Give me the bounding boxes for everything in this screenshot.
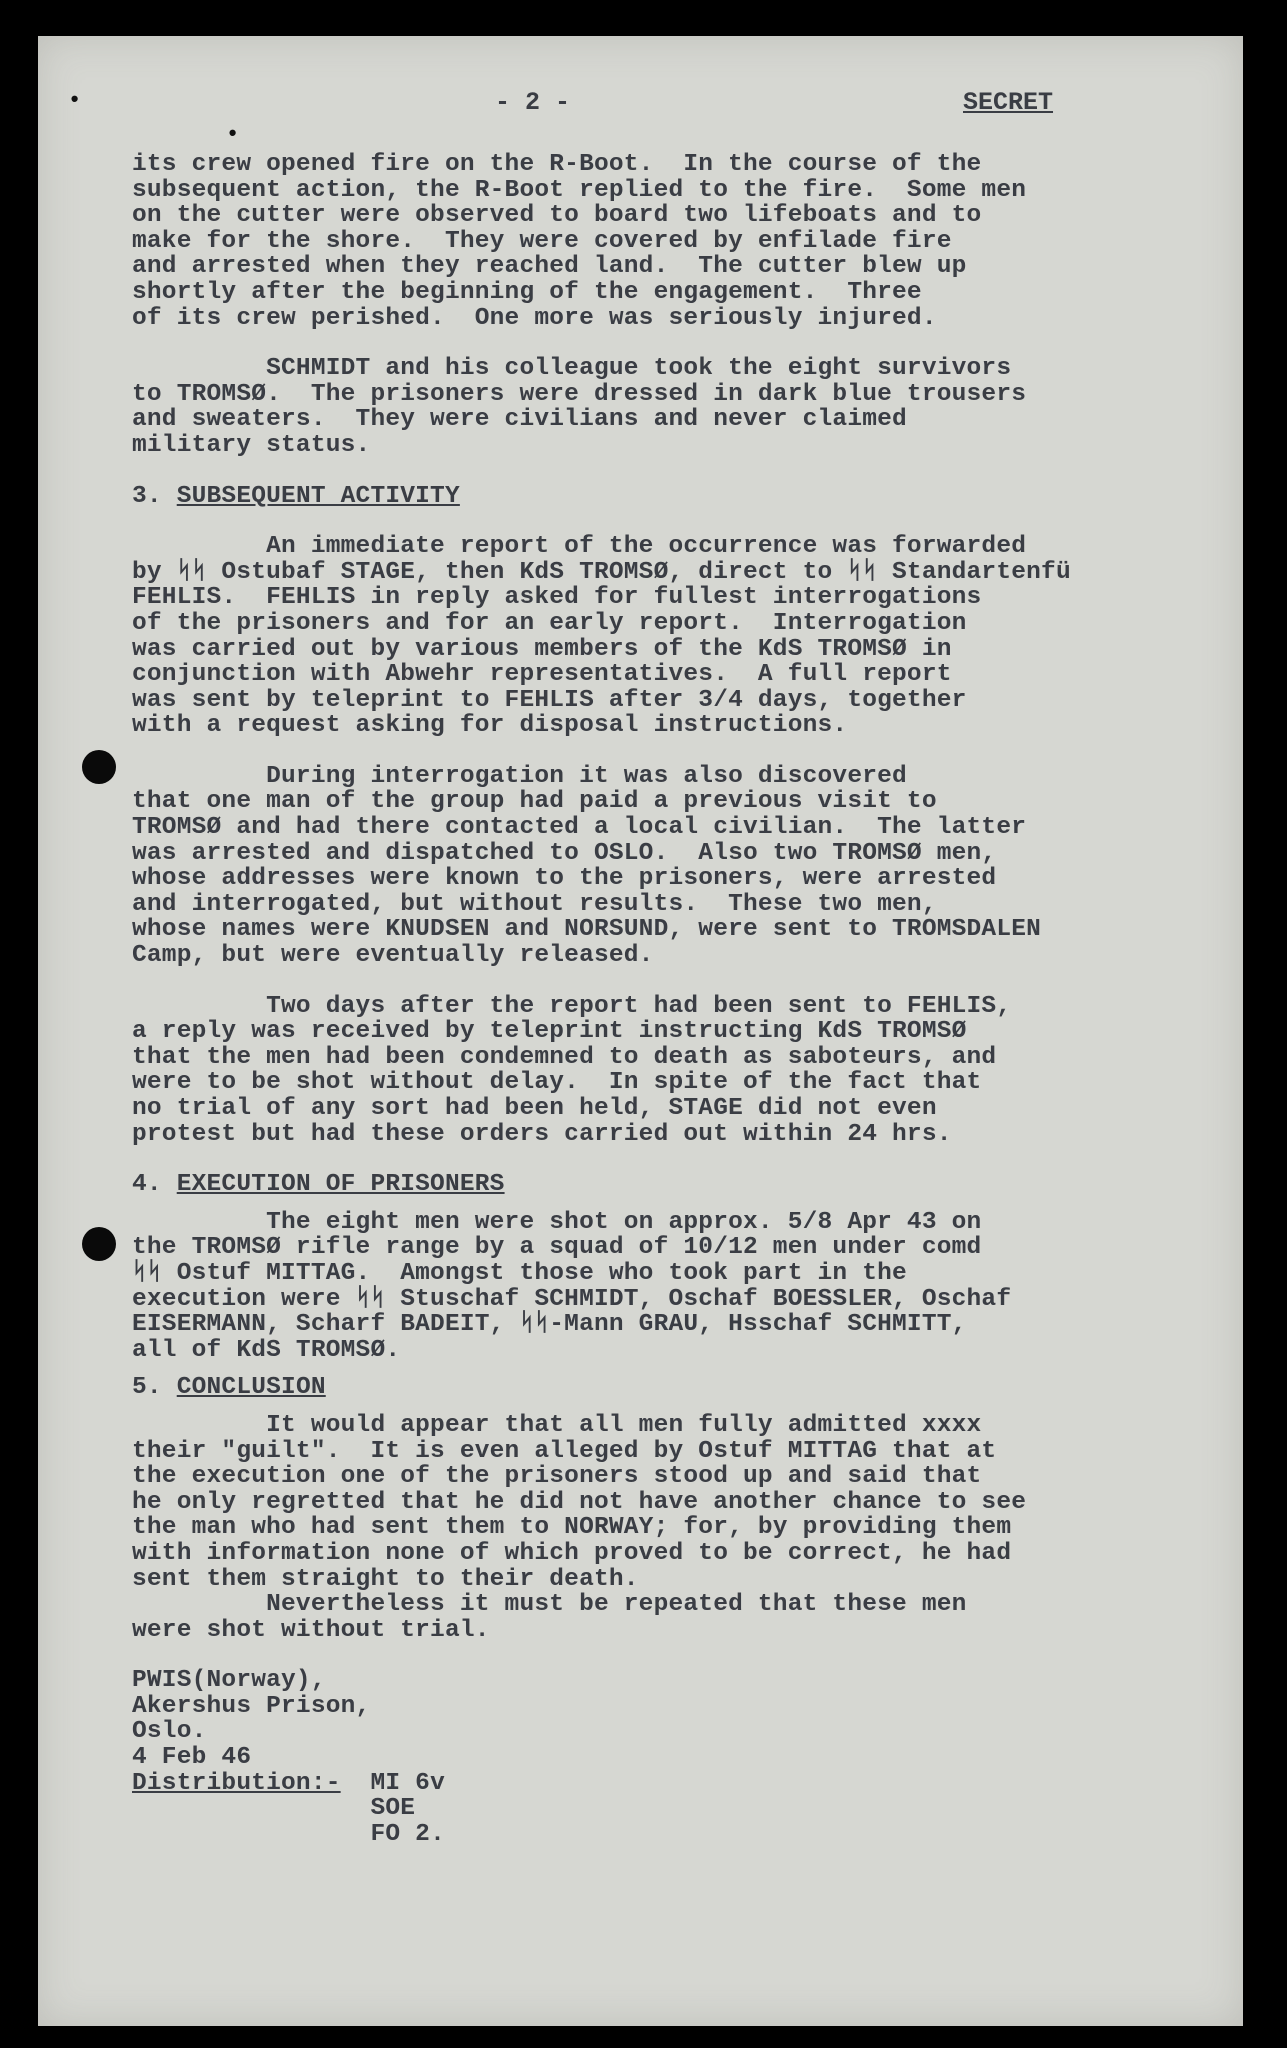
text-line: make for the shore. They were covered by enfilade fire bbox=[132, 227, 952, 255]
text-line: was carried out by various members of the KdS TROMSØ in bbox=[132, 635, 952, 663]
section-title: SUBSEQUENT ACTIVITY bbox=[176, 482, 460, 510]
text-line: execution were ᛋᛋ Stuschaf SCHMIDT, Oschaf BOESSLER, Oschaf bbox=[132, 1285, 1012, 1313]
text-line: on the cutter were observed to board two lifeboats and to bbox=[132, 202, 982, 230]
text-line: whose addresses were known to the prisoners, were arrested bbox=[132, 865, 997, 893]
section-3-paragraph-2 bbox=[132, 764, 1152, 969]
text-line: that the men had been condemned to death as saboteurs, and bbox=[132, 1043, 997, 1071]
section-title: CONCLUSION bbox=[176, 1374, 326, 1402]
text-line: During interrogation it was also discovered bbox=[132, 762, 907, 790]
section-title: EXECUTION OF PRISONERS bbox=[176, 1171, 505, 1199]
text-line: he only regretted that he did not have another chance to see bbox=[132, 1488, 1027, 1516]
text-line: by ᛋᛋ Ostubaf STAGE, then KdS TROMSØ, direct to ᛋᛋ Standartenfü bbox=[132, 558, 1071, 586]
text-line: their "guilt". It is even alleged by Ostuf MITTAG that at bbox=[132, 1437, 997, 1465]
text-line: that one man of the group had paid a previous visit to bbox=[132, 788, 937, 816]
section-4-heading bbox=[132, 1172, 1152, 1198]
text-line: shortly after the beginning of the engagement. Three bbox=[132, 278, 922, 306]
text-line: Akershus Prison, bbox=[132, 1692, 371, 1720]
distribution-label: Distribution:- bbox=[132, 1769, 341, 1797]
punch-hole-bottom bbox=[82, 1227, 116, 1261]
text-line: conjunction with Abwehr representatives. A full report bbox=[132, 661, 952, 689]
text-line: FEHLIS. FEHLIS in reply asked for fullest interrogations bbox=[132, 584, 982, 612]
distribution-list bbox=[132, 1771, 1152, 1848]
text-line: PWIS(Norway), bbox=[132, 1667, 326, 1695]
text-line: It would appear that all men fully admitted xxxx bbox=[132, 1411, 982, 1439]
text-line: Camp, but were eventually released. bbox=[132, 942, 654, 970]
distribution-recipient: SOE bbox=[370, 1795, 416, 1823]
text-line: to TROMSØ. The prisoners were dressed in dark blue trousers bbox=[132, 380, 1027, 408]
distribution-recipient: FO 2. bbox=[370, 1820, 445, 1848]
section-5-heading bbox=[132, 1375, 1152, 1401]
text-line: Oslo. bbox=[132, 1718, 207, 1746]
punch-hole-top bbox=[82, 750, 116, 784]
text-line: EISERMANN, Scharf BADEIT, ᛋᛋ-Mann GRAU, Hsschaf SCHMITT, bbox=[132, 1311, 967, 1339]
text-line: military status. bbox=[132, 431, 371, 459]
text-line: The eight men were shot on approx. 5/8 Apr 43 on bbox=[132, 1208, 982, 1236]
text-line: sent them straight to their death. bbox=[132, 1565, 639, 1593]
margin-mark: • bbox=[226, 122, 240, 147]
text-line: were shot without trial. bbox=[132, 1616, 490, 1644]
text-line: a reply was received by teleprint instructing KdS TROMSØ bbox=[132, 1018, 967, 1046]
text-line: Two days after the report had been sent to FEHLIS, bbox=[132, 992, 1012, 1020]
text-line: protest but had these orders carried out within 24 hrs. bbox=[132, 1120, 952, 1148]
text-line: the execution one of the prisoners stood up and said that bbox=[132, 1463, 982, 1491]
text-line: all of KdS TROMSØ. bbox=[132, 1336, 401, 1364]
document-body bbox=[132, 152, 1152, 1847]
text-line: of its crew perished. One more was seriously injured. bbox=[132, 304, 937, 332]
text-line: was arrested and dispatched to OSLO. Also two TROMSØ men, bbox=[132, 839, 997, 867]
text-line: and interrogated, but without results. These two men, bbox=[132, 890, 937, 918]
text-line: subsequent action, the R-Boot replied to the fire. Some men bbox=[132, 176, 1027, 204]
text-line: of the prisoners and for an early report. Interrogation bbox=[132, 609, 967, 637]
text-line: the TROMSØ rifle range by a squad of 10/12 men under comd bbox=[132, 1234, 982, 1262]
section-3-heading bbox=[132, 484, 1152, 510]
section-number: 5. bbox=[132, 1374, 162, 1402]
text-line: were to be shot without delay. In spite of the fact that bbox=[132, 1069, 982, 1097]
text-line: with information none of which proved to be correct, he had bbox=[132, 1539, 1012, 1567]
text-line: its crew opened fire on the R-Boot. In the course of the bbox=[132, 151, 982, 178]
text-line: with a request asking for disposal instructions. bbox=[132, 712, 848, 740]
section-3-paragraph-3 bbox=[132, 994, 1152, 1148]
text-line: An immediate report of the occurrence was forwarded bbox=[132, 533, 1027, 561]
text-line: ᛋᛋ Ostuf MITTAG. Amongst those who took part in the bbox=[132, 1259, 907, 1287]
text-line: TROMSØ and had there contacted a local civilian. The latter bbox=[132, 814, 1027, 842]
text-line: Nevertheless it must be repeated that these men bbox=[132, 1591, 967, 1619]
text-line: no trial of any sort had been held, STAGE did not even bbox=[132, 1095, 937, 1122]
text-line: and arrested when they reached land. The cutter blew up bbox=[132, 253, 967, 281]
distribution-recipient: MI 6v bbox=[370, 1769, 445, 1797]
page-number: - 2 - bbox=[495, 88, 571, 117]
section-4-paragraph bbox=[132, 1210, 1152, 1364]
text-line: SCHMIDT and his colleague took the eight survivors bbox=[132, 355, 1012, 383]
section-3-paragraph-1 bbox=[132, 534, 1152, 739]
signature-block bbox=[132, 1668, 1152, 1770]
section-number: 4. bbox=[132, 1171, 162, 1199]
paragraph-intro bbox=[132, 152, 1152, 331]
section-number: 3. bbox=[132, 482, 162, 510]
section-5-paragraph bbox=[132, 1413, 1152, 1643]
paragraph-schmidt bbox=[132, 356, 1152, 458]
text-line: the man who had sent them to NORWAY; for, by providing them bbox=[132, 1514, 1012, 1542]
classification-stamp: SECRET bbox=[963, 88, 1054, 117]
margin-mark: • bbox=[68, 88, 82, 113]
text-line: 4 Feb 46 bbox=[132, 1744, 252, 1772]
text-line: was sent by teleprint to FEHLIS after 3/4 days, together bbox=[132, 686, 967, 714]
text-line: whose names were KNUDSEN and NORSUND, were sent to TROMSDALEN bbox=[132, 916, 1042, 944]
text-line: and sweaters. They were civilians and never claimed bbox=[132, 406, 907, 434]
